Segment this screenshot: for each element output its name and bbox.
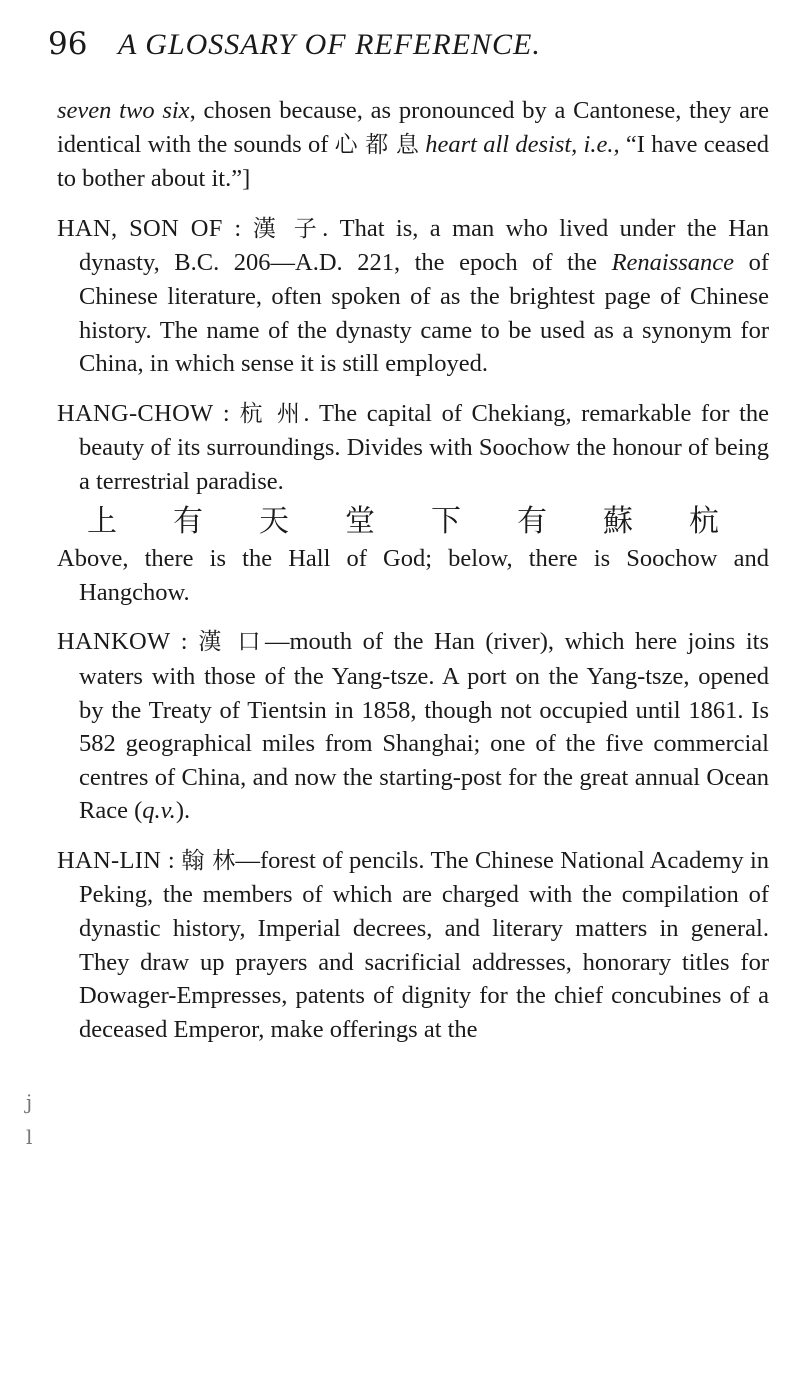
- chinese-characters: 杭 州: [239, 400, 304, 427]
- chinese-proverb: 上 有 天 堂 下 有 蘇 杭: [87, 503, 719, 539]
- margin-mark: l: [26, 1125, 33, 1149]
- entry-hankow: HANKOW : 漢 口—mouth of the Han (river), which here joins its waters with those of the Yang-tsze. A port on the Yang-tsze, opened by the Treaty of Tientsin in 1858, though not occupied until 1861. Is 582 geographical miles from Shanghai; one of the five commercial centres of China, and now the starting-post for the great annual Ocean Race (q.v.).: [57, 628, 769, 825]
- margin-mark: j: [26, 1090, 33, 1114]
- entry-han-lin: HAN-LIN : 翰 林—forest of pencils. The Chinese National Academy in Peking, the members of which are charged with the compilation of dynastic history, Imperial decrees, and literary matters in general. They draw up prayers and sacrificial addresses, honorary titles for Dowager-Empresses, patents of dignity for the chief concubines of a deceased Emperor, make offerings at the: [57, 846, 770, 1043]
- entry-hang-chow: HANG-CHOW : 杭 州. The capital of Chekiang, remarkable for the beauty of its surroundings. Divides with Soochow the honour of being a terrestrial paradise.: [57, 399, 770, 495]
- entry-han-son-of: HAN, SON OF : 漢 子. That is, a man who lived under the Han dynasty, B.C. 206—A.D. 221, the epoch of the Renaissance of Chinese literature, often spoken of as the brightest page of Chinese history. The name of the dynasty came to be used as a synonym for China, in which sense it is still employed.: [57, 214, 770, 378]
- italic-numbers: seven two six: [57, 97, 190, 124]
- running-title: A GLOSSARY OF REFERENCE.: [118, 28, 541, 61]
- chinese-characters: 心 都 息: [334, 131, 419, 158]
- italic-gloss: heart all desist, i.e.,: [418, 130, 620, 158]
- chinese-characters: 漢 子: [252, 215, 323, 242]
- continued-entry: seven two six, chosen because, as pronounced by a Cantonese, they are identical with the sounds of 心 都 息 heart all desist, i.e., “I have ceased to bother about it.”]: [57, 97, 769, 193]
- chinese-characters: 漢 口: [198, 629, 265, 656]
- page-number: 96: [48, 26, 88, 62]
- page-header: [48, 26, 768, 66]
- chinese-characters: 翰 林: [181, 847, 236, 874]
- entry-term: HAN-LIN :: [57, 846, 175, 874]
- glossary-body: [57, 94, 769, 1046]
- proverb-translation: Above, there is the Hall of God; below, there is Soochow and Hangchow.: [57, 545, 769, 606]
- entry-term: HAN, SON OF :: [57, 214, 242, 242]
- entry-term: HANKOW :: [57, 628, 188, 656]
- entry-term: HANG-CHOW :: [57, 399, 231, 427]
